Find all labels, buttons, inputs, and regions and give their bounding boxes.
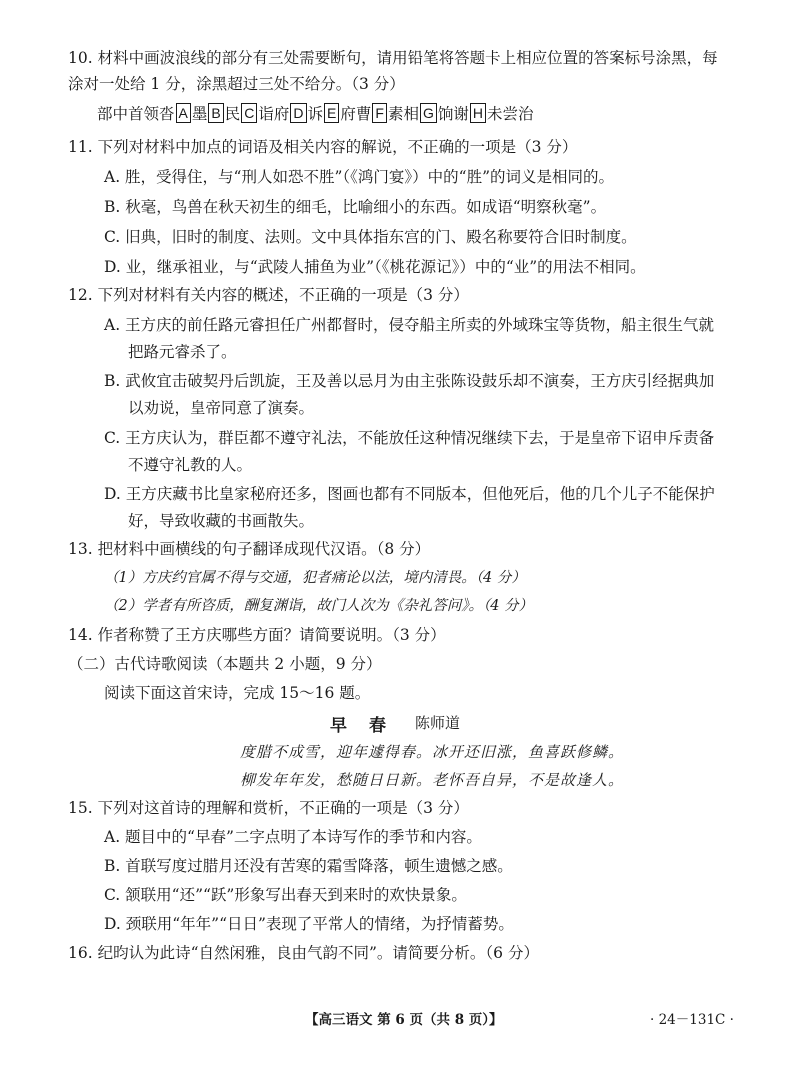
q12-option-b-line1: B. 武攸宜击破契丹后凯旋，王及善以忌月为由主张陈设鼓乐却不演奏，王方庆引经据典加 [104,372,715,390]
q10-stem-line2: 涂对一处给 1 分，涂黑超过三处不给分。（3 分） [68,75,405,93]
q10-mark-a[interactable]: A [176,103,191,123]
q12-option-a-line1: A. 王方庆的前任路元睿担任广州都督时，侵夺船主所卖的外域珠宝等货物，船主很生气就 [104,316,715,334]
poem-title: 早春 [330,716,408,736]
q12-stem: 12. 下列对材料有关内容的概述，不正确的一项是（3 分） [68,286,469,304]
q10-answer-segments [97,103,534,125]
q15-option-c: C. 颔联用“还”“跃”形象写出春天到来时的欢快景象。 [104,886,467,904]
q12-option-c-line1: C. 王方庆认为，群臣都不遵守礼法，不能放任这种情况继续下去，于是皇帝下诏申斥责备 [104,429,715,447]
q10-mark-b[interactable]: B [208,103,223,123]
poem-line-1: 度腊不成雪，迎年遽得春。冰开还旧涨，鱼喜跃修鳞。 [240,743,625,761]
q12-option-b-line2: 以劝说，皇帝同意了演奏。 [128,399,315,417]
q11-option-c: C. 旧典，旧时的制度、法则。文中具体指东宫的门、殿名称要符合旧时制度。 [104,228,637,246]
q10-mark-c[interactable]: C [241,103,257,123]
q12-option-a-line2: 把路元睿杀了。 [128,343,237,361]
q10-segment: 部中首领沓 [97,105,175,123]
q16-stem: 16. 纪昀认为此诗“自然闲雅，良由气韵不同”。请简要分析。（6 分） [68,944,539,962]
q15-option-b: B. 首联写度过腊月还没有苦寒的霜雪降落，顿生遗憾之感。 [104,857,513,875]
q10-segment: 饷谢 [437,105,469,123]
q11-stem: 11. 下列对材料中加点的词语及相关内容的解说，不正确的一项是（3 分） [68,138,578,156]
q11-option-b: B. 秋毫，鸟兽在秋天初生的细毛，比喻细小的东西。如成语“明察秋毫”。 [104,198,607,216]
q12-option-d-line2: 好，导致收藏的书画散失。 [128,512,315,530]
section-intro: 阅读下面这首宋诗，完成 15～16 题。 [104,684,371,702]
q14-stem: 14. 作者称赞了王方庆哪些方面？请简要说明。（3 分） [68,626,446,644]
q12-option-d-line1: D. 王方庆藏书比皇家秘府还多，图画也都有不同版本，但他死后，他的几个儿子不能保护 [104,485,715,503]
q15-option-a: A. 题目中的“早春”二字点明了本诗写作的季节和内容。 [104,828,482,846]
q10-segment: 素相 [387,105,419,123]
q10-segment: 未尝治 [486,105,534,123]
q12-option-c-line2: 不遵守礼教的人。 [128,456,253,474]
q11-option-d: D. 业，继承祖业，与“武陵人捕鱼为业”（《桃花源记》）中的“业”的用法不相同。 [104,258,646,276]
q10-segment: 府曹 [340,105,372,123]
q15-stem: 15. 下列对这首诗的理解和赏析，不正确的一项是（3 分） [68,799,469,817]
exam-code: · 24－131C · [650,1012,734,1028]
q10-segment: 诣府 [258,105,290,123]
q10-mark-f[interactable]: F [372,103,387,123]
q10-mark-g[interactable]: G [420,103,437,123]
q10-segment: 墨 [191,105,208,123]
q15-option-d: D. 颈联用“年年”“日日”表现了平常人的情绪，为抒情蓄势。 [104,915,514,933]
section-heading: （二）古代诗歌阅读（本题共 2 小题，9 分） [68,655,382,673]
q13-sentence-1: （1）方庆约官属不得与交通，犯者痛论以法，境内清畏。（4 分） [104,570,526,586]
q10-mark-h[interactable]: H [470,103,486,123]
q10-segment: 民 [224,105,241,123]
poem-author: 陈师道 [415,714,461,732]
poem-line-2: 柳发年年发，愁随日日新。老怀吾自异，不是故逢人。 [240,771,625,789]
q10-segment: 诉 [307,105,324,123]
q10-stem-line1: 10. 材料中画波浪线的部分有三处需要断句，请用铅笔将答题卡上相应位置的答案标号涂黑，每 [68,49,718,67]
q13-stem: 13. 把材料中画横线的句子翻译成现代汉语。（8 分） [68,540,431,558]
q13-sentence-2: （2）学者有所咨质，酬复渊诣，故门人次为《杂礼答问》。（4 分） [104,598,534,614]
q11-option-a: A. 胜，受得住，与“刑人如恐不胜”（《鸿门宴》）中的“胜”的词义是相同的。 [104,168,614,186]
q10-mark-e[interactable]: E [324,103,339,123]
page-footer: 【高三语文 第 6 页（共 8 页）】 [305,1012,503,1028]
q10-mark-d[interactable]: D [290,103,306,123]
